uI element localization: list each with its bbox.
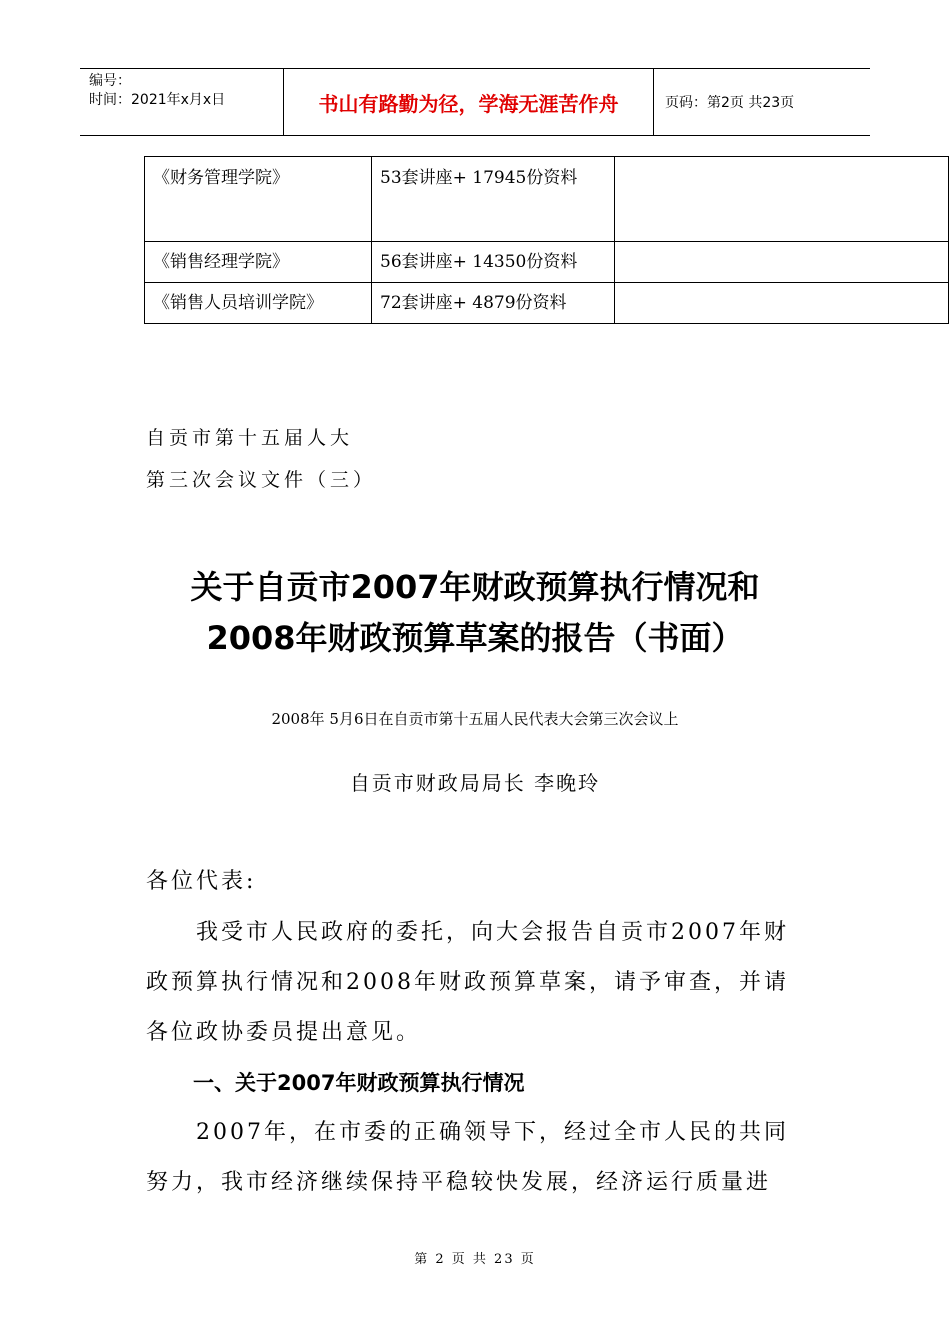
page-header (80, 68, 870, 136)
salutation: 各位代表: (146, 869, 257, 894)
document-subtitle: 2008年 5月6日在自贡市第十五届人民代表大会第三次会议上 (271, 710, 679, 728)
meeting-line-1: 自贡市第十五届人大 (146, 427, 354, 449)
paragraph-line: 2007年，在市委的正确领导下，经过全市人民的共同 (146, 1120, 789, 1145)
paragraph-line: 各位政协委员提出意见。 (146, 1020, 422, 1045)
document-title-line-2: 2008年财政预算草案的报告（书面） (206, 619, 744, 657)
table-cell-name: 《财务管理学院》 (145, 157, 372, 242)
paragraph-2 (146, 1108, 806, 1208)
header-meta (80, 69, 283, 135)
table-cell-extra (615, 242, 949, 283)
table-cell-extra (615, 157, 949, 242)
section-heading: 一、关于2007年财政预算执行情况 (193, 1071, 525, 1095)
header-motto: 书山有路勤为径，学海无涯苦作舟 (283, 69, 654, 135)
page-footer: 第 2 页 共 23 页 (414, 1252, 536, 1267)
table-cell-content: 53套讲座+ 17945份资料 (372, 157, 615, 242)
paragraph-line: 努力，我市经济继续保持平稳较快发展，经济运行质量进 (146, 1170, 772, 1195)
document-number: 编号： (89, 73, 131, 89)
paragraph-1 (146, 908, 806, 1058)
meeting-line-2: 第三次会议文件（三） (146, 469, 377, 491)
paragraph-line: 我受市人民政府的委托，向大会报告自贡市2007年财 (146, 920, 789, 945)
table-cell-name: 《销售人员培训学院》 (145, 283, 372, 324)
table-cell-extra (615, 283, 949, 324)
header-page-number: 页码：第2页 共23页 (665, 95, 795, 111)
document-title-line-1: 关于自贡市2007年财政预算执行情况和 (190, 568, 760, 606)
table-cell-name: 《销售经理学院》 (145, 242, 372, 283)
resource-table (144, 156, 949, 324)
paragraph-line: 政预算执行情况和2008年财政预算草案，请予审查，并请 (146, 970, 789, 995)
document-date: 时间：2021年x月x日 (89, 92, 226, 108)
table-row (145, 283, 949, 324)
table-cell-content: 56套讲座+ 14350份资料 (372, 242, 615, 283)
table-row (145, 242, 949, 283)
table-cell-content: 72套讲座+ 4879份资料 (372, 283, 615, 324)
document-author: 自贡市财政局局长 李晚玲 (349, 771, 601, 795)
table-row (145, 157, 949, 242)
